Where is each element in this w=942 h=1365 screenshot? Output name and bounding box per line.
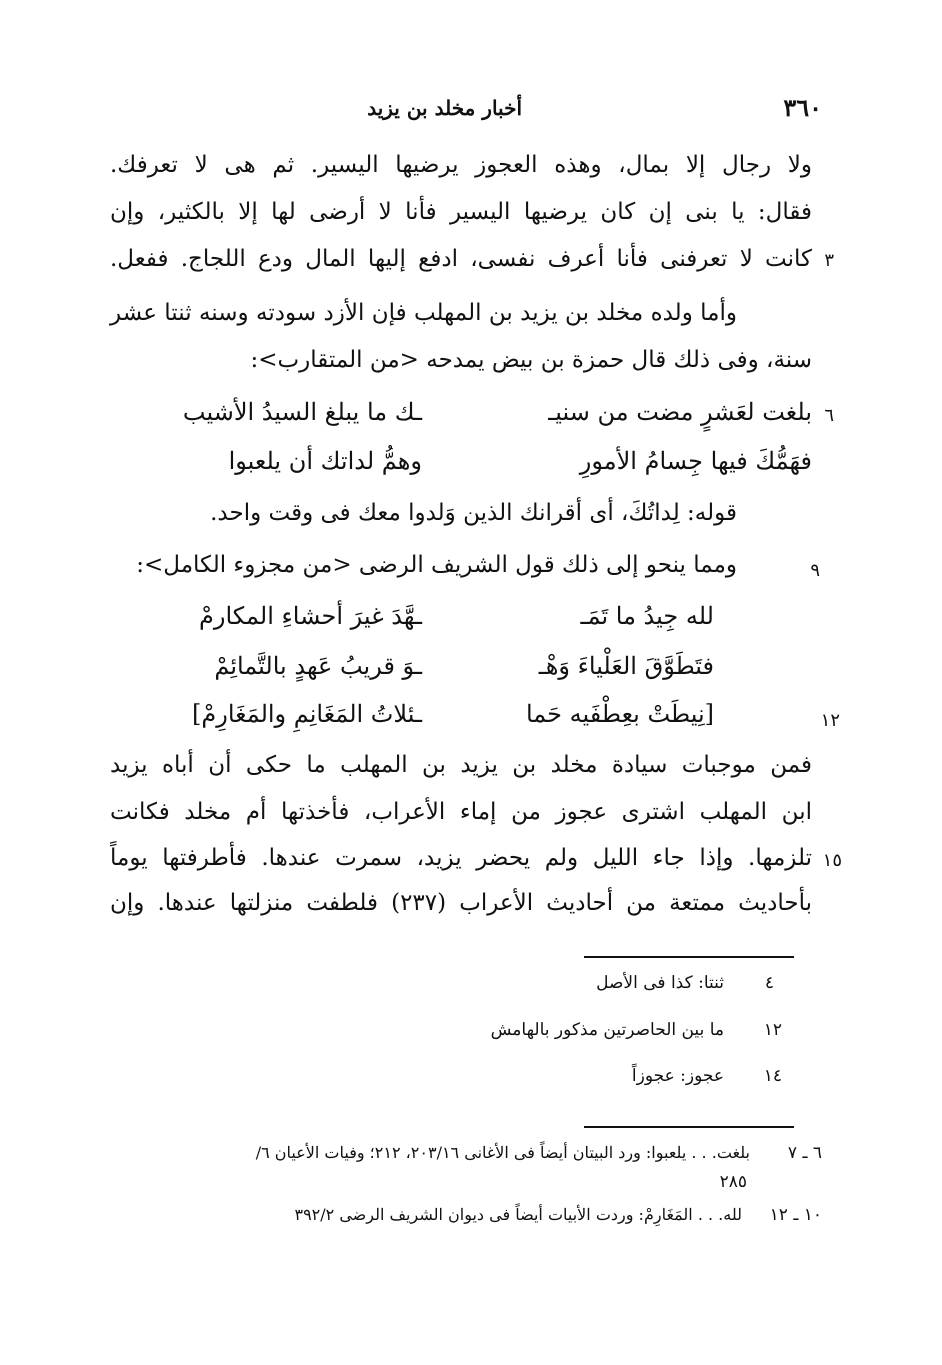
line-number-9: ٩ — [810, 560, 820, 581]
poem2-verse2-second: ـوَ قريبُ عَهدٍ بالتَّمائِمْ — [214, 652, 422, 680]
line-number-12: ١٢ — [820, 710, 840, 731]
apparatus1-text: ثنتا: كذا فى الأصل — [596, 973, 724, 993]
apparatus2-note1-continuation: ٢٨٥ — [719, 1172, 747, 1192]
apparatus2-note2-text: لله. . . المَغَارِمْ: وردت الأبيات أيضاً فى ديوان الشريف الرضى ٣٩٢/٢ — [294, 1205, 742, 1224]
line-number-3: ٣ — [824, 250, 834, 271]
poem2-verse3-second: ـئلاتُ المَغَانِمِ والمَغَارِمْ] — [192, 700, 422, 728]
poem1-verse1-first: بلغت لعَشرٍ مضت من سنيـ — [548, 398, 812, 426]
paragraph1-line2: فقال: يا بنى إن كان يرضيها اليسير فأنا لا أرضى لها إلا بالكثير، وإن — [110, 199, 812, 225]
paragraph1-line1: ولا رجال إلا بمال، وهذه العجوز يرضيها اليسير. ثم هى لا تعرفك. — [110, 152, 812, 178]
poem2-verse3-first: [نِيطَتْ بعِطْفَيه حَما — [525, 700, 714, 728]
line-number-6: ٦ — [824, 405, 834, 426]
paragraph3-line2: ابن المهلب اشترى عجوز من إماء الأعراب، فأخذتها أم مخلد فكانت — [110, 799, 812, 825]
running-title: أخبار مخلد بن يزيد — [367, 96, 522, 120]
apparatus1-text: ما بين الحاصرتين مذكور بالهامش — [490, 1020, 724, 1040]
gloss-line: قوله: لِداتُكَ، أى أقرانك الذين وَلدوا معك فى وقت واحد. — [210, 500, 737, 526]
paragraph1-line3: كانت لا تعرفنى فأنا أعرف نفسى، ادفع إليها المال ودع اللجاج. ففعل. — [110, 246, 812, 272]
paragraph3-line3: تلزمها. وإذا جاء الليل ولم يحضر يزيد، سمرت عندها. فأطرفتها يوماً — [110, 845, 812, 871]
line-number-15: ١٥ — [822, 850, 842, 871]
page-number: ٣٦٠ — [783, 93, 822, 122]
apparatus1-rule — [584, 956, 794, 958]
poem2-verse1-first: لله جِيدُ ما تَمَـ — [580, 602, 714, 630]
intro2-line: ومما ينحو إلى ذلك قول الشريف الرضى <من مجزوء الكامل>: — [136, 552, 737, 578]
paragraph2-line1: وأما ولده مخلد بن يزيد بن المهلب فإن الأزد سودته وسنه ثنتا عشر — [110, 300, 737, 326]
paragraph3-line4: بأحاديث ممتعة من أحاديث الأعراب (٢٣٧) فلطفت منزلتها عندها. وإن — [110, 890, 812, 916]
poem1-verse2-first: فهَمُّكَ فيها جِسامُ الأمورِ — [579, 447, 812, 475]
apparatus1-number: ٤ — [764, 973, 774, 993]
apparatus1-number: ١٢ — [763, 1020, 782, 1040]
poem2-verse1-second: ـهَّدَ غيرَ أحشاءِ المكارمْ — [199, 602, 422, 630]
apparatus2-rule — [584, 1126, 794, 1128]
apparatus2-ref: ١٠ ـ ١٢ — [769, 1205, 822, 1225]
paragraph3-line1: فمن موجبات سيادة مخلد بن يزيد بن المهلب ما حكى أن أباه يزيد — [110, 752, 812, 778]
paragraph2-line2: سنة، وفى ذلك قال حمزة بن بيض يمدحه <من المتقارب>: — [250, 347, 812, 373]
apparatus2-note1-text: بلغت. . . يلعبوا: ورد البيتان أيضاً فى الأغانى ٢٠٣/١٦، ٢١٢؛ وفيات الأعيان ٦/ — [255, 1143, 750, 1162]
apparatus1-number: ١٤ — [763, 1066, 782, 1086]
poem2-verse2-first: فتَطَوَّقَ العَلْياءَ وَهْـ — [538, 652, 714, 680]
poem1-verse2-second: وهمُّ لداتك أن يلعبوا — [228, 447, 422, 475]
apparatus2-ref: ٦ ـ ٧ — [787, 1143, 822, 1163]
apparatus1-text: عجوز: عجوزاً — [631, 1066, 724, 1086]
poem1-verse1-second: ـك ما يبلغ السيدُ الأشيب — [182, 398, 422, 426]
